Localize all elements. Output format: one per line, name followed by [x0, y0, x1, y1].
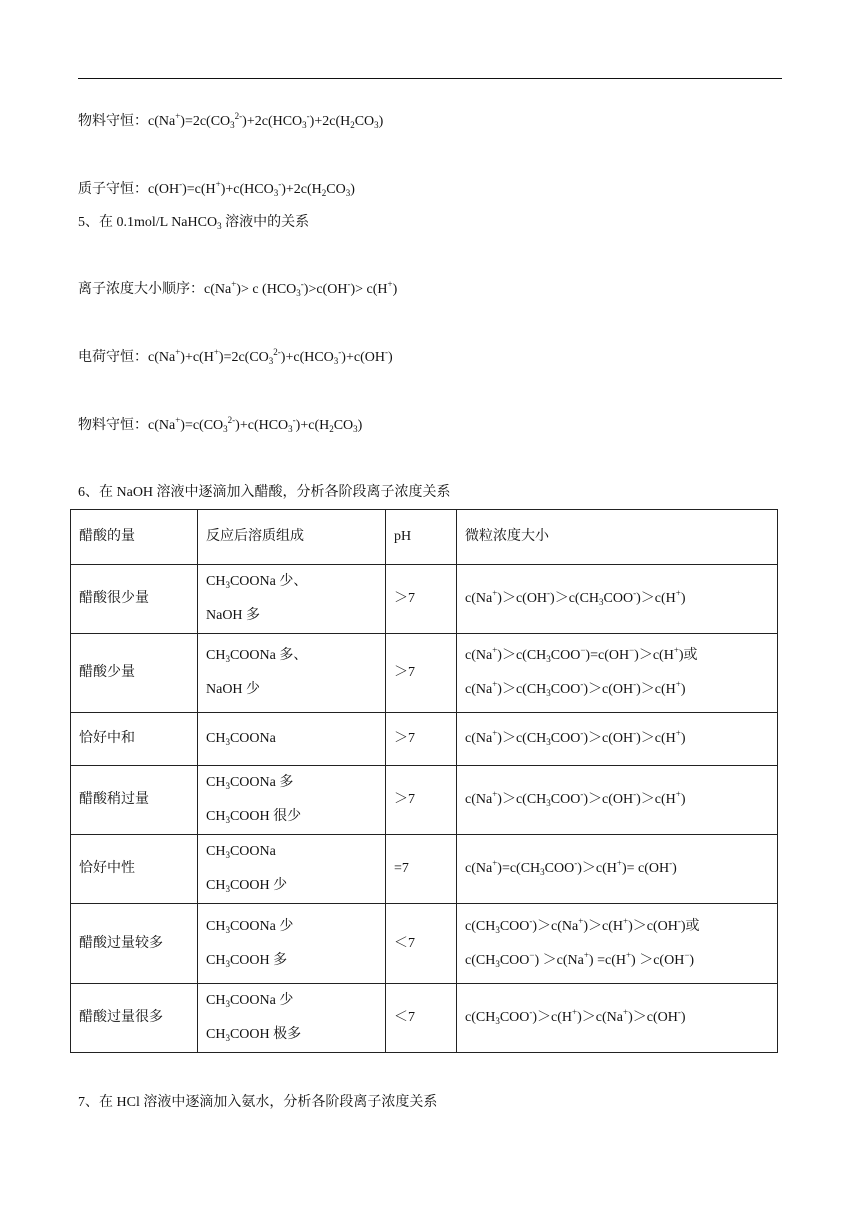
cell-relations [457, 835, 778, 904]
superscript: − [684, 949, 690, 960]
text-run: )＞c(CH [497, 731, 547, 746]
text-run: COONa 少 [229, 918, 294, 934]
text-run: c(Na [465, 648, 493, 663]
text-run: )+c(H [180, 350, 214, 365]
text-run: CH [206, 993, 226, 1008]
superscript: - [529, 915, 533, 926]
superscript: 2- [227, 415, 236, 425]
solute-line [206, 869, 377, 903]
solute-line [206, 639, 377, 673]
header-rule [78, 78, 782, 79]
text-run: NaOH 少 [206, 682, 261, 697]
subscript: 3 [333, 356, 339, 366]
subscript: 3 [225, 737, 230, 747]
superscript: + [387, 279, 393, 289]
header-amount: 醋酸的量 [71, 510, 198, 565]
subscript: 3 [546, 654, 551, 664]
text-run: )＞c(H [636, 792, 676, 807]
subscript: 2 [329, 424, 334, 434]
text-run: CH [206, 809, 226, 824]
text-run: )＞c(H [634, 648, 674, 663]
subscript: 3 [296, 288, 301, 298]
text-run: CH [206, 1027, 226, 1042]
cell-ph: ＞7 [386, 565, 457, 634]
superscript: - [633, 588, 637, 598]
text-run: )= c(OH [621, 861, 670, 876]
text-run: )＞c(CH [497, 792, 547, 807]
text-run: )+c(HCO [220, 182, 274, 197]
text-run: COOH 少 [229, 878, 288, 893]
superscript: + [215, 179, 221, 189]
text-run: )＞c(OH [583, 792, 634, 807]
superscript: + [213, 347, 219, 357]
text-run: CO [333, 418, 354, 433]
cell-amount: 恰好中和 [71, 713, 198, 766]
subscript: 3 [225, 958, 230, 969]
text-run: )或 [678, 648, 698, 663]
subscript: 3 [273, 188, 279, 198]
subscript: 3 [225, 815, 230, 825]
text-run: CO [354, 114, 375, 129]
text-run: )> c (HCO [236, 282, 297, 297]
superscript: + [492, 789, 498, 799]
relation-line [465, 944, 769, 978]
subscript: 3 [225, 924, 230, 935]
subscript: 2 [321, 188, 327, 198]
cell-amount: 醋酸少量 [71, 634, 198, 713]
text-run: ) ＞c(OH [631, 952, 685, 968]
cell-amount: 恰好中性 [71, 835, 198, 904]
text-run: )+c(OH [341, 350, 385, 365]
cell-relations [457, 713, 778, 766]
text-run: COO [550, 792, 581, 807]
superscript: - [300, 279, 304, 289]
text-run: )＞c(OH [628, 918, 678, 934]
superscript: + [175, 111, 181, 121]
cell-solutes [198, 565, 386, 634]
header-solutes: 反应后溶质组成 [198, 510, 386, 565]
table-row [71, 634, 778, 713]
text-run: 质子守恒：c(OH [78, 182, 180, 197]
subscript: 3 [374, 120, 379, 130]
subscript: 3 [345, 188, 351, 198]
cell-amount: 醋酸过量较多 [71, 904, 198, 984]
subscript: 3 [225, 580, 230, 590]
cell-relations [457, 634, 778, 713]
solute-line [206, 984, 377, 1018]
cell-ph: ＜7 [386, 904, 457, 984]
superscript: 2- [273, 347, 281, 357]
acetic-acid-table [70, 509, 778, 1053]
superscript: − [580, 645, 586, 655]
subscript: 3 [230, 120, 235, 130]
text-run: ) [357, 418, 363, 433]
superscript: + [175, 347, 181, 357]
superscript: + [492, 645, 498, 655]
cell-ph: ＞7 [386, 713, 457, 766]
cell-ph: =7 [386, 835, 457, 904]
text-run: COO [550, 648, 581, 663]
text-run: COONa 少 [229, 993, 294, 1008]
text-line [78, 416, 362, 436]
subscript: 2 [350, 120, 355, 130]
superscript: − [529, 949, 535, 960]
cell-solutes [198, 634, 386, 713]
superscript: - [384, 347, 388, 357]
text-run: )=2c(CO [218, 350, 269, 365]
text-line [78, 1093, 437, 1113]
superscript: + [492, 679, 498, 689]
subscript: 3 [223, 424, 228, 434]
solute-line [206, 599, 377, 633]
subscript: 3 [302, 120, 307, 130]
text-run: COO [499, 1010, 530, 1025]
superscript: + [572, 1007, 578, 1017]
text-run: )+c(HCO [235, 418, 289, 433]
text-run: COO [550, 731, 581, 746]
text-run: COOH 很少 [229, 809, 302, 824]
relation-line [465, 673, 769, 707]
solute-line [206, 1018, 377, 1052]
text-run: COO [603, 591, 634, 606]
subscript: 3 [599, 597, 604, 607]
relation-line [465, 582, 769, 616]
relation-line [465, 910, 769, 944]
cell-solutes [198, 984, 386, 1053]
table-row [71, 904, 778, 984]
text-run: CH [206, 844, 226, 859]
text-run: )＞c(Na [577, 1010, 623, 1025]
solute-line [206, 766, 377, 800]
text-run: COONa [229, 844, 276, 859]
subscript: 3 [546, 737, 551, 747]
text-run: CO [326, 182, 346, 197]
text-run: ) [680, 682, 686, 697]
text-run: )> c(H [350, 282, 388, 297]
cell-solutes [198, 835, 386, 904]
text-run: c(CH [465, 918, 496, 934]
superscript: - [347, 279, 351, 289]
text-run: 7、在 HCl 溶液中逐滴加入氨水，分析各阶段离子浓度关系 [78, 1095, 438, 1110]
text-run: )＞c(CH [550, 591, 600, 606]
superscript: + [623, 1007, 629, 1017]
subscript: 3 [225, 850, 230, 860]
superscript: - [580, 679, 584, 689]
subscript: 3 [225, 781, 230, 791]
text-run: c(Na [465, 792, 493, 807]
subscript: 3 [353, 424, 358, 434]
text-run: )＞c(H [636, 731, 676, 746]
text-line [78, 112, 383, 132]
text-line [78, 483, 451, 503]
relation-line [465, 639, 769, 673]
superscript: - [580, 728, 584, 738]
cell-relations [457, 984, 778, 1053]
superscript: + [675, 789, 681, 799]
text-run: )>c(OH [303, 282, 348, 297]
cell-solutes [198, 904, 386, 984]
text-line [78, 213, 309, 233]
superscript: - [306, 111, 310, 121]
table-row [71, 565, 778, 634]
subscript: 3 [546, 798, 551, 808]
text-run: )＞c(CH [497, 648, 547, 663]
cell-ph: ＞7 [386, 634, 457, 713]
text-run: 溶液中的关系 [221, 215, 310, 230]
superscript: - [338, 347, 342, 357]
text-run: ) ＞c(Na [534, 952, 584, 968]
text-run: ) [378, 114, 384, 129]
header-ph: pH [386, 510, 457, 565]
text-run: )=c(H [182, 182, 216, 197]
text-run: )或 [680, 918, 700, 934]
text-run: COONa 少、 [229, 574, 308, 589]
superscript: - [633, 728, 637, 738]
text-run: ) [680, 591, 686, 606]
superscript: + [673, 645, 679, 655]
superscript: - [633, 789, 637, 799]
solute-line [206, 910, 377, 944]
subscript: 3 [495, 924, 500, 935]
subscript: 3 [225, 999, 230, 1009]
solute-line [206, 722, 377, 756]
cell-relations [457, 565, 778, 634]
superscript: - [574, 858, 578, 868]
text-run: ) [350, 182, 355, 197]
text-run: COO [499, 952, 530, 968]
relation-line [465, 722, 769, 756]
table-row [71, 713, 778, 766]
text-run: ) [680, 792, 686, 807]
superscript: + [492, 588, 498, 598]
text-run: ) [680, 1010, 686, 1025]
text-run: CH [206, 775, 226, 790]
superscript: - [669, 858, 673, 868]
superscript: + [675, 728, 681, 738]
text-run: )+c(H [295, 418, 330, 433]
superscript: − [629, 645, 635, 655]
cell-solutes [198, 713, 386, 766]
text-run: COO [499, 918, 530, 934]
text-line [78, 280, 397, 300]
text-run: )＞c(CH [497, 682, 547, 697]
cell-relations [457, 904, 778, 984]
text-run: CH [206, 878, 226, 893]
subscript: 3 [225, 654, 230, 664]
text-run: )=c(CO [180, 418, 224, 433]
header-relations: 微粒浓度大小 [457, 510, 778, 565]
superscript: + [675, 679, 681, 689]
superscript: - [633, 679, 637, 689]
superscript: - [547, 588, 551, 598]
superscript: + [616, 858, 622, 868]
subscript: 3 [495, 958, 500, 969]
text-run: CH [206, 952, 226, 968]
superscript: + [231, 279, 237, 289]
relation-line [465, 783, 769, 817]
text-run: ) [672, 861, 677, 876]
text-run: 5、在 0.1mol/L NaHCO [78, 215, 218, 230]
text-run: )+c(HCO [280, 350, 334, 365]
text-run: COOH 多 [229, 952, 288, 968]
text-run: ) =c(H [588, 952, 626, 968]
text-run: c(CH [465, 952, 496, 968]
text-run: )+2c(H [281, 182, 322, 197]
text-line [78, 348, 393, 368]
superscript: + [583, 949, 589, 960]
text-run: CH [206, 648, 226, 663]
text-run: )＞c(H [636, 682, 676, 697]
text-run: )＞c(H [636, 591, 676, 606]
solute-line [206, 673, 377, 707]
superscript: + [675, 588, 681, 598]
superscript: - [278, 179, 282, 189]
table-row [71, 835, 778, 904]
text-run: )=2c(CO [180, 114, 231, 129]
text-run: ) [387, 350, 393, 365]
superscript: - [179, 179, 183, 189]
cell-amount: 醋酸稍过量 [71, 766, 198, 835]
superscript: + [492, 728, 498, 738]
text-run: COO [544, 861, 575, 876]
cell-relations [457, 766, 778, 835]
text-run: c(Na [465, 682, 493, 697]
superscript: + [578, 915, 584, 926]
solute-line [206, 944, 377, 978]
superscript: + [175, 415, 181, 425]
text-run: ) [680, 731, 686, 746]
text-run: COO [550, 682, 581, 697]
solute-line [206, 835, 377, 869]
solute-line [206, 800, 377, 834]
superscript: + [623, 915, 629, 926]
text-run: 电荷守恒：c(Na [78, 350, 176, 365]
text-run: 物料守恒：c(Na [78, 114, 176, 129]
text-run: c(Na [465, 861, 493, 876]
superscript: + [625, 949, 632, 960]
subscript: 3 [546, 688, 551, 698]
text-run: 6、在 NaOH 溶液中逐滴加入醋酸，分析各阶段离子浓度关系 [78, 485, 451, 500]
cell-solutes [198, 766, 386, 835]
text-run: c(Na [465, 731, 493, 746]
solute-line [206, 565, 377, 599]
text-run: )＞c(H [532, 1010, 573, 1025]
cell-amount: 醋酸很少量 [71, 565, 198, 634]
text-run: )=c(OH [585, 648, 630, 663]
relation-line [465, 852, 769, 886]
subscript: 3 [225, 1033, 230, 1043]
text-run: )+2c(HCO [242, 114, 303, 129]
superscript: - [529, 1007, 533, 1017]
text-run: c(Na [465, 591, 493, 606]
text-run: CH [206, 918, 226, 934]
table-row [71, 766, 778, 835]
text-run: )＞c(OH [583, 682, 634, 697]
relation-line [465, 1001, 769, 1035]
text-run: COONa [229, 731, 276, 746]
text-run: )=c(CH [497, 861, 541, 876]
text-run: 离子浓度大小顺序：c(Na [78, 282, 232, 297]
subscript: 3 [495, 1016, 500, 1026]
text-run: c(CH [465, 1010, 496, 1025]
table-row [71, 984, 778, 1053]
text-run: 物料守恒：c(Na [78, 418, 176, 433]
text-line [78, 180, 355, 200]
text-run: COONa 多、 [229, 648, 308, 663]
cell-ph: ＞7 [386, 766, 457, 835]
subscript: 3 [217, 221, 222, 231]
superscript: - [677, 915, 681, 926]
text-run: COONa 多 [229, 775, 294, 790]
text-run: CH [206, 731, 226, 746]
text-run: )＞c(H [583, 918, 623, 934]
text-run: )+2c(H [309, 114, 351, 129]
text-run: CH [206, 574, 226, 589]
text-run: ) [392, 282, 398, 297]
subscript: 3 [540, 867, 545, 877]
subscript: 3 [288, 424, 293, 434]
text-run: ) [689, 952, 695, 968]
text-run: )＞c(OH [497, 591, 548, 606]
cell-amount: 醋酸过量很多 [71, 984, 198, 1053]
text-run: )＞c(OH [628, 1010, 678, 1025]
superscript: - [580, 789, 584, 799]
superscript: + [492, 858, 498, 868]
superscript: 2- [234, 111, 243, 121]
text-run: )＞c(Na [532, 918, 579, 934]
text-run: NaOH 多 [206, 608, 261, 623]
subscript: 3 [268, 356, 274, 366]
text-run: COOH 极多 [229, 1027, 302, 1042]
subscript: 3 [225, 884, 230, 894]
text-run: )＞c(H [577, 861, 617, 876]
superscript: - [292, 415, 296, 425]
superscript: - [677, 1007, 681, 1017]
cell-ph: ＜7 [386, 984, 457, 1053]
table-header-row [71, 510, 778, 565]
text-run: )＞c(OH [583, 731, 634, 746]
